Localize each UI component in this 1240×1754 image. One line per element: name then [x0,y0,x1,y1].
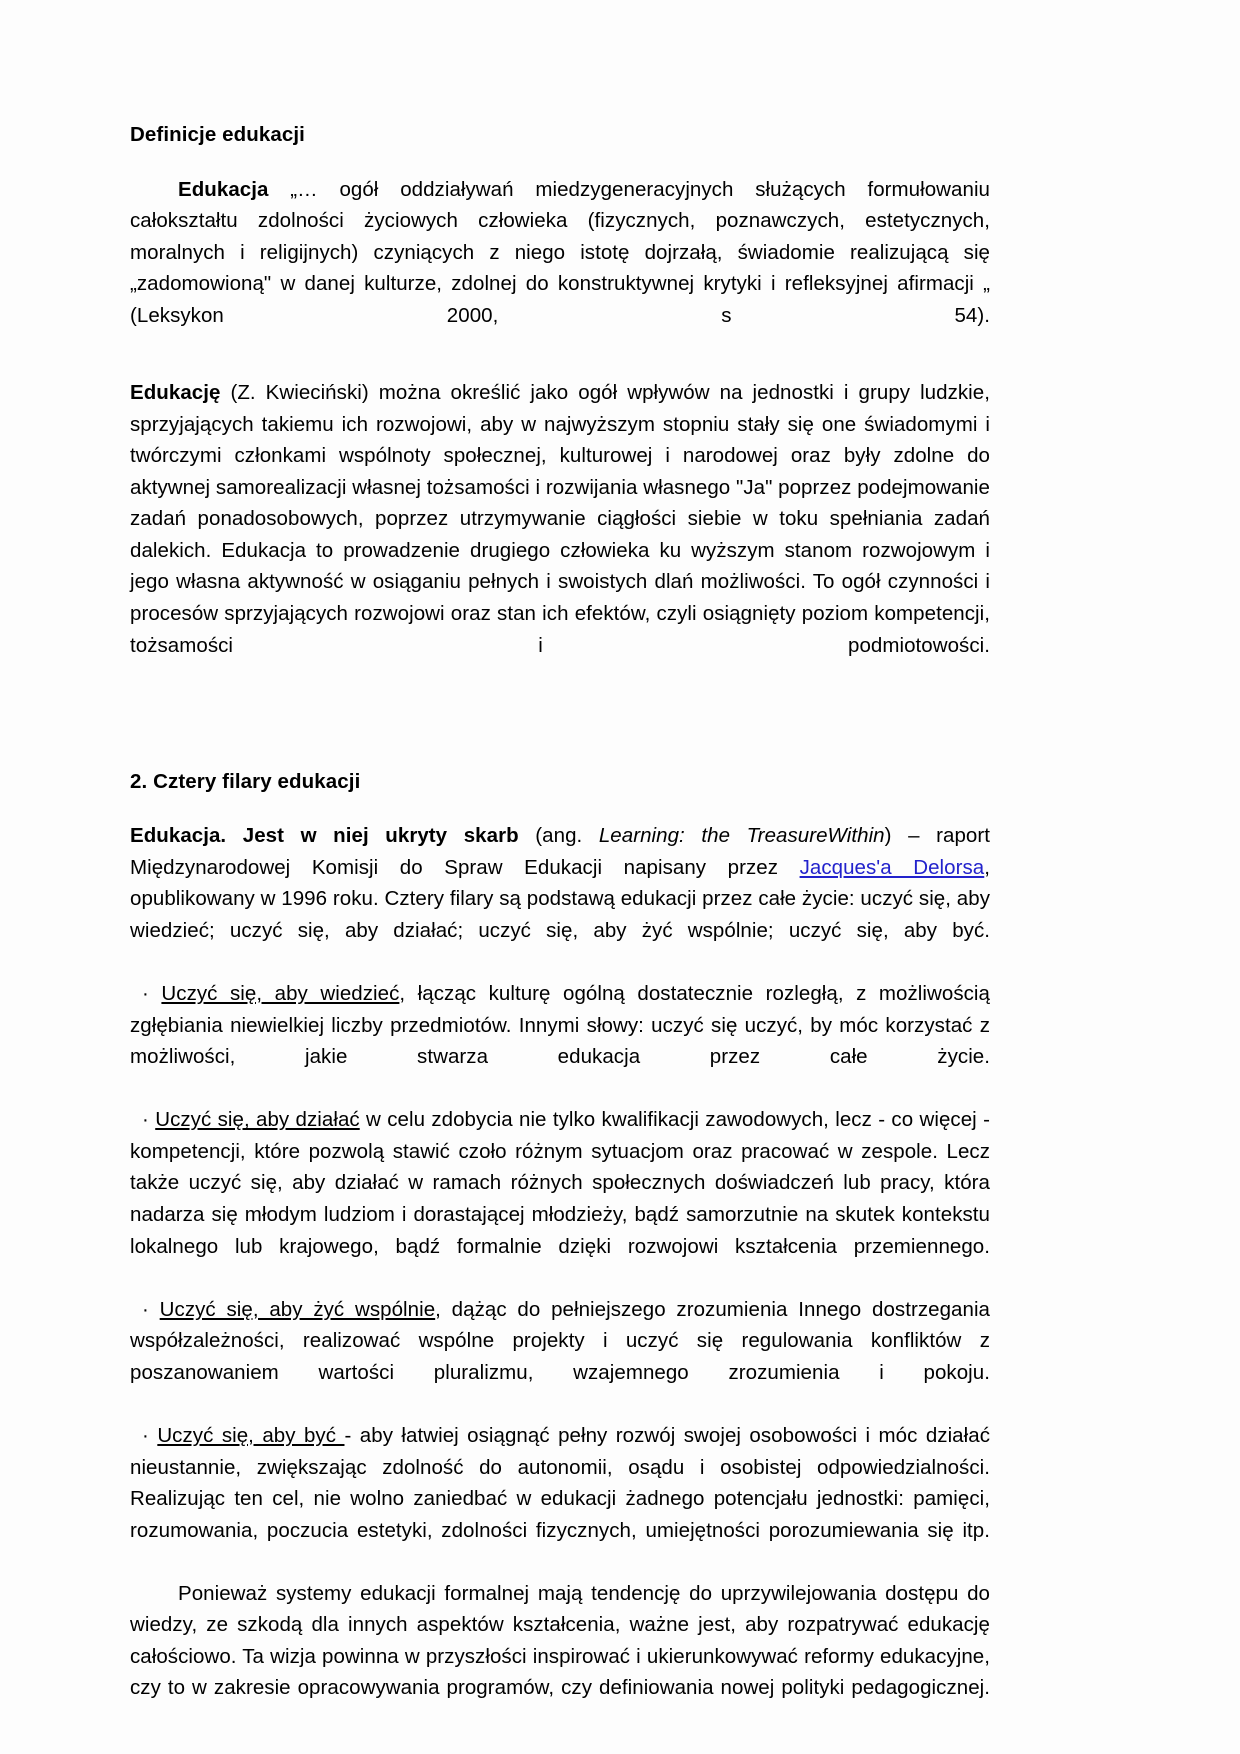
bullet-marker: · [142,1108,149,1132]
report-title-english-italic: Learning: the TreasureWithin [598,824,885,848]
list-item [130,1294,990,1420]
bullet-marker: · [142,1297,149,1321]
page-title: Definicje edukacji [130,123,305,146]
bullet-marker: · [142,982,149,1006]
definition-kwiecinski-lead: Edukację [130,381,221,404]
closing-paragraph: Ponieważ systemy edukacji formalnej mają tendencję do uprzywilejowania dostępu do wiedzy, ze szkodą dla innych aspektów kształcenia, ważne jest, aby rozpatrywać edukację całościowo. Ta wizja powinna w przyszłości inspirować i ukierunkowywać reformy edukacyjne, czy to w zakresie opracowywania programów, czy definiowania nowej polityki pedagogicznej. [130,1581,990,1700]
report-intro-paragraph [130,820,990,978]
pillar-lead-learn-to-know: Uczyć się, aby wiedzieć [161,982,400,1006]
definition-edukacja-body: „… ogół oddziaływań miedzygeneracyjnych służących formułowaniu całokształtu zdolności życiowych człowieka (fizycznych, poznawczych, estetycznych, moralnych i religijnych) czyniących z niego istotę dojrzałą, świadomie realizującą się „zadomowioną" w danej kulturze, zdolnej do konstruktywnej krytyki i refleksyjnej afirmacji „ (Leksykon 2000, s 54). [130,177,990,327]
pillar-lead-learn-to-be: Uczyć się, aby być [157,1423,345,1447]
pillar-body-learn-to-live-together: , dążąc do pełniejszego zrozumienia Innego dostrzegania współzależności, realizować wspólne projekty i uczyć się regulowania konfliktów z poszanowaniem wartości pluralizmu, wzajemnego zrozumienia i pokoju. [130,1297,990,1384]
section-spacer [130,707,990,769]
pillar-body-learn-to-know: , łącząc kulturę ogólną dostatecznie rozległą, z możliwością zgłębiania niewielkiej liczby przedmiotów. Innymi słowy: uczyć się uczyć, by móc korzystać z możliwości, jakie stwarza edukacja przez całe życie. [130,982,990,1069]
pillar-lead-learn-to-do: Uczyć się, aby działać [155,1108,360,1132]
section-heading-four-pillars: 2. Cztery filary edukacji [130,769,361,793]
pillar-body-learn-to-do: w celu zdobycia nie tylko kwalifikacji zawodowych, lecz - co więcej - kompetencji, które pozwolą stawić czoło różnym sytuacjom oraz pracować w zespole. Lecz także uczyć się, aby działać w ramach różnych społecznych doświadczeń lub pracy, która nadarza się młodym ludziom i dorastającej młodzieży, bądź samorzutnie na skutek kontekstu lokalnego lub krajowego, bądź formalnie dzięki rozwojowi kształcenia przemiennego. [130,1108,990,1258]
definition-edukacja-paragraph [130,174,990,363]
report-intro-after-link: , opublikowany w 1996 roku. Cztery filary są podstawą edukacji przez całe życie: uczyć się, aby wiedzieć; uczyć się, aby działać; uczyć się, aby żyć wspólnie; uczyć się, aby być. [130,855,990,942]
pillar-lead-learn-to-live-together: Uczyć się, aby żyć wspólnie [159,1297,436,1321]
report-intro-after-bold: (ang. [518,824,599,848]
definition-edukacja-lead: Edukacja [178,177,269,201]
bullet-marker: · [142,1423,149,1447]
list-item [130,1104,990,1293]
list-item [130,1420,990,1578]
document-content [130,122,990,1750]
list-item [130,978,990,1104]
report-intro-after-italic: ) – raport Międzynarodowej Komisji do Spraw Edukacji napisany przez [130,824,991,879]
definition-kwiecinski-body: (Z. Kwieciński) można określić jako ogół wpływów na jednostki i grupy ludzkie, sprzyjających takiemu ich rozwojowi, aby w najwyższym stopniu stały się one świadomymi i twórczymi członkami wspólnoty społecznej, kulturowej i narodowej oraz były zdolne do aktywnej samorealizacji własnej tożsamości i rozwijania własnego "Ja" poprzez podejmowanie zadań ponadosobowych, poprzez utrzymywanie ciągłości siebie w toku spełniania zadań dalekich. Edukacja to prowadzenie drugiego człowieka ku wyższym stanom rozwojowym i jego własna aktywność w osiąganiu pełnych i swoistych dlań możliwości. To ogół czynności i procesów sprzyjających rozwojowi oraz stan ich efektów, czyli osiągnięty poziom kompetencji, tożsamości i podmiotowości. [130,381,990,657]
report-title-bold: Edukacja. Jest w niej ukryty skarb [130,824,519,848]
definition-kwiecinski-paragraph [130,377,990,693]
link-jacques-delors[interactable]: Jacques'a Delorsa [799,855,985,879]
pillar-body-learn-to-be: - aby łatwiej osiągnąć pełny rozwój swojej osobowości i móc działać nieustannie, zwiększając zdolność do autonomii, osądu i osobistej odpowiedzialności. Realizując ten cel, nie wolno zaniedbać w edukacji żadnego potencjału jednostki: pamięci, rozumowania, poczucia estetyki, zdolności fizycznych, umiejętności porozumiewania się itp. [130,1423,990,1542]
